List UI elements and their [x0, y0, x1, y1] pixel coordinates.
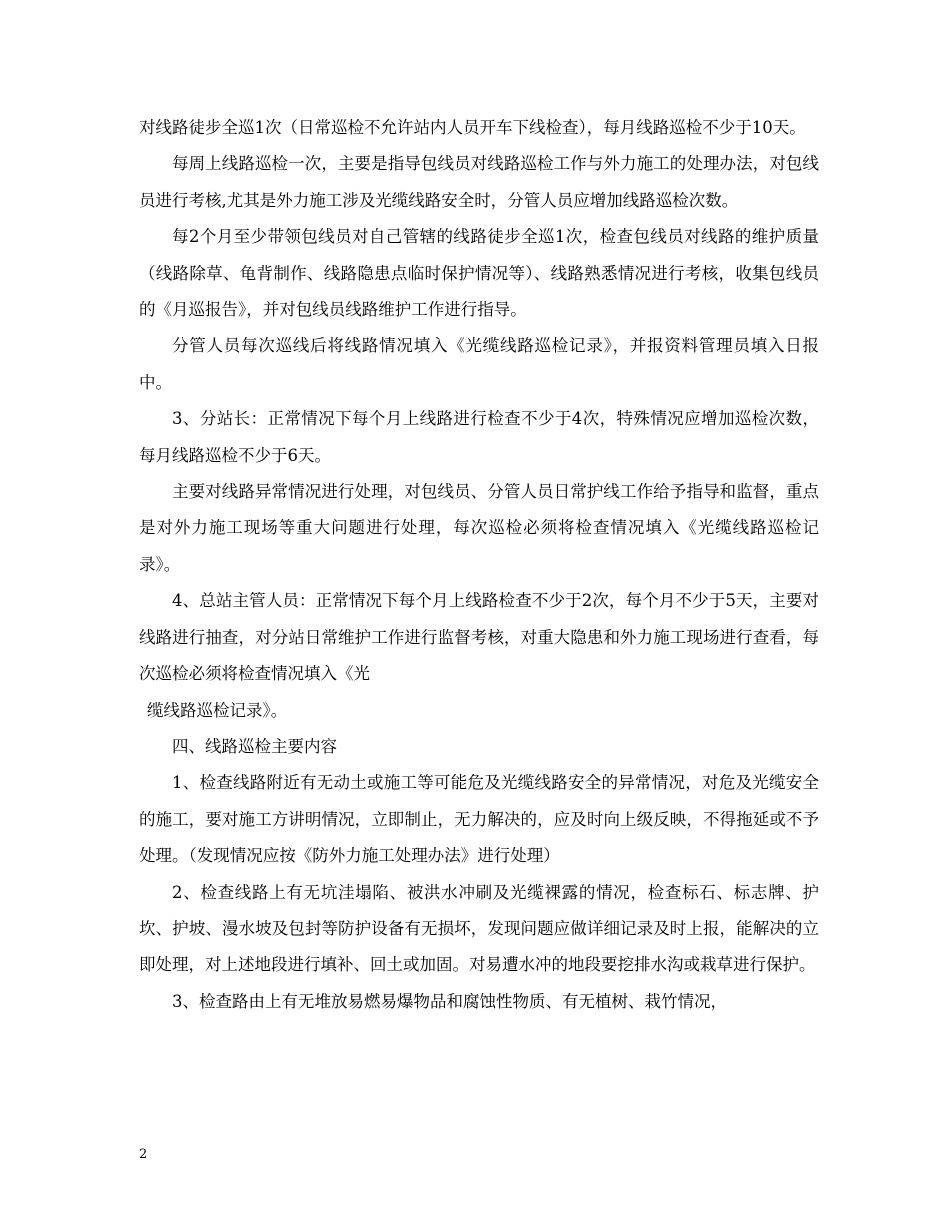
- paragraph: 2、检查线路上有无坑洼塌陷、被洪水冲刷及光缆裸露的情况，检查标石、标志牌、护坎、护坡、漫水坡及包封等防护设备有无损坏，发现问题应做详细记录及时上报，能解决的立即处理，对上述地段进行填补、回土或加固。对易遭水冲的地段要挖排水沟或栽草进行保护。: [139, 882, 819, 975]
- paragraph: 4、总站主管人员：正常情况下每个月上线路检查不少于2次，每个月不少于5天，主要对线路进行抽查，对分站日常维护工作进行监督考核，对重大隐患和外力施工现场进行查看，每次巡检必须将检查情况填入《光: [139, 591, 819, 684]
- paragraph: 每2个月至少带领包线员对自己管辖的线路徒步全巡1次，检查包线员对线路的维护质量（线路除草、龟背制作、线路隐患点临时保护情况等）、线路熟悉情况进行考核，收集包线员的《月巡报告》，并对包线员线路维护工作进行指导。: [139, 227, 819, 320]
- paragraph: 对线路徒步全巡1次（日常巡检不允许站内人员开车下线检查），每月线路巡检不少于10天。: [139, 118, 806, 137]
- document-body: [139, 110, 819, 1020]
- paragraph: 分管人员每次巡线后将线路情况填入《光缆线路巡检记录》，并报资料管理员填入日报中。: [139, 336, 819, 392]
- paragraph: 主要对线路异常情况进行处理，对包线员、分管人员日常护线工作给予指导和监督，重点是对外力施工现场等重大问题进行处理，每次巡检必须将检查情况填入《光缆线路巡检记录》。: [139, 482, 819, 574]
- page-number: 2: [139, 1147, 148, 1162]
- paragraph: 3、检查路由上有无堆放易燃易爆物品和腐蚀性物质、有无植树、栽竹情况，: [172, 991, 727, 1011]
- section-heading: 四、线路巡检主要内容: [172, 736, 337, 756]
- paragraph: 3、分站长：正常情况下每个月上线路进行检查不少于4次，特殊情况应增加巡检次数，每月线路巡检不少于6天。: [139, 409, 819, 465]
- paragraph: 每周上线路巡检一次，主要是指导包线员对线路巡检工作与外力施工的处理办法，对包线员进行考核,尤其是外力施工涉及光缆线路安全时，分管人员应增加线路巡检次数。: [139, 154, 819, 210]
- paragraph: 缆线路巡检记录》。: [147, 700, 288, 720]
- paragraph: 1、检查线路附近有无动土或施工等可能危及光缆线路安全的异常情况，对危及光缆安全的施工，要对施工方讲明情况，立即制止，无力解决的，应及时向上级反映，不得拖延或不予处理。（发现情况应按《防外力施工处理办法》进行处理）: [139, 773, 819, 866]
